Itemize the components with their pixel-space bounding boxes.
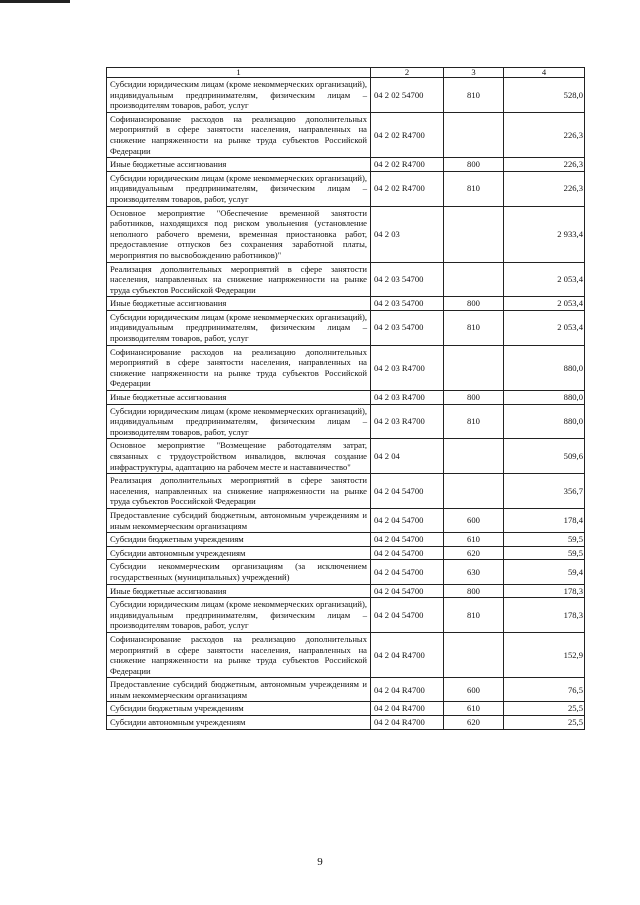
row-code-cell: 04 2 04 54700 <box>371 533 444 547</box>
column-header-type: 3 <box>444 68 504 78</box>
table-row <box>107 297 585 311</box>
table-row <box>107 598 585 633</box>
table-row <box>107 439 585 474</box>
row-name-cell: Субсидии бюджетным учреждениям <box>107 533 371 547</box>
row-code-cell: 04 2 03 <box>371 206 444 262</box>
row-name-cell: Субсидии юридическим лицам (кроме некоммерческих организаций), индивидуальным предпринимателям, физическим лицам – производителям товаров, работ, услуг <box>107 404 371 439</box>
row-amount-cell: 152,9 <box>504 632 585 677</box>
row-amount-cell: 59,4 <box>504 560 585 584</box>
row-amount-cell: 59,5 <box>504 533 585 547</box>
row-type-cell: 810 <box>444 598 504 633</box>
budget-allocation-table <box>106 67 585 730</box>
table-row <box>107 678 585 702</box>
row-type-cell: 800 <box>444 584 504 598</box>
row-type-cell <box>444 206 504 262</box>
row-amount-cell: 528,0 <box>504 78 585 113</box>
row-type-cell: 800 <box>444 297 504 311</box>
row-amount-cell: 25,5 <box>504 716 585 730</box>
row-type-cell: 810 <box>444 404 504 439</box>
row-type-cell <box>444 112 504 157</box>
table-row <box>107 560 585 584</box>
table-row <box>107 533 585 547</box>
column-header-code: 2 <box>371 68 444 78</box>
row-type-cell <box>444 345 504 390</box>
table-row <box>107 716 585 730</box>
row-name-cell: Субсидии юридическим лицам (кроме некоммерческих организаций), индивидуальным предпринимателям, физическим лицам – производителям товаров, работ, услуг <box>107 78 371 113</box>
row-name-cell: Софинансирование расходов на реализацию дополнительных мероприятий в сфере занятости населения, направленных на снижение напряженности на рынке труда субъектов Российской Федерации <box>107 345 371 390</box>
row-name-cell: Иные бюджетные ассигнования <box>107 391 371 405</box>
row-type-cell: 620 <box>444 546 504 560</box>
row-type-cell: 800 <box>444 158 504 172</box>
row-type-cell: 600 <box>444 508 504 532</box>
row-type-cell: 800 <box>444 391 504 405</box>
row-type-cell: 610 <box>444 702 504 716</box>
row-amount-cell: 178,3 <box>504 584 585 598</box>
table-body <box>107 68 585 730</box>
table-row <box>107 508 585 532</box>
row-name-cell: Иные бюджетные ассигнования <box>107 158 371 172</box>
row-amount-cell: 2 053,4 <box>504 262 585 297</box>
table-row <box>107 78 585 113</box>
row-code-cell: 04 2 04 54700 <box>371 560 444 584</box>
table-row <box>107 546 585 560</box>
table-row <box>107 112 585 157</box>
row-code-cell: 04 2 03 R4700 <box>371 345 444 390</box>
row-name-cell: Иные бюджетные ассигнования <box>107 584 371 598</box>
row-amount-cell: 226,3 <box>504 158 585 172</box>
row-code-cell: 04 2 03 54700 <box>371 262 444 297</box>
column-header-name: 1 <box>107 68 371 78</box>
row-amount-cell: 880,0 <box>504 345 585 390</box>
row-amount-cell: 178,4 <box>504 508 585 532</box>
row-amount-cell: 76,5 <box>504 678 585 702</box>
row-name-cell: Субсидии автономным учреждениям <box>107 716 371 730</box>
row-name-cell: Предоставление субсидий бюджетным, автономным учреждениям и иным некоммерческим организациям <box>107 508 371 532</box>
table-row <box>107 262 585 297</box>
row-name-cell: Реализация дополнительных мероприятий в сфере занятости населения, направленных на снижение напряженности на рынке труда субъектов Российской Федерации <box>107 262 371 297</box>
row-name-cell: Субсидии юридическим лицам (кроме некоммерческих организаций), индивидуальным предпринимателям, физическим лицам – производителям товаров, работ, услуг <box>107 310 371 345</box>
row-amount-cell: 509,6 <box>504 439 585 474</box>
row-name-cell: Софинансирование расходов на реализацию дополнительных мероприятий в сфере занятости населения, направленных на снижение напряженности на рынке труда субъектов Российской Федерации <box>107 112 371 157</box>
row-name-cell: Предоставление субсидий бюджетным, автономным учреждениям и иным некоммерческим организациям <box>107 678 371 702</box>
table-row <box>107 632 585 677</box>
table-row <box>107 404 585 439</box>
row-type-cell: 610 <box>444 533 504 547</box>
row-amount-cell: 226,3 <box>504 112 585 157</box>
row-code-cell: 04 2 03 54700 <box>371 297 444 311</box>
row-code-cell: 04 2 04 54700 <box>371 508 444 532</box>
row-amount-cell: 880,0 <box>504 404 585 439</box>
row-code-cell: 04 2 02 R4700 <box>371 158 444 172</box>
row-type-cell: 620 <box>444 716 504 730</box>
row-code-cell: 04 2 04 <box>371 439 444 474</box>
row-type-cell <box>444 262 504 297</box>
row-code-cell: 04 2 02 R4700 <box>371 112 444 157</box>
row-code-cell: 04 2 03 54700 <box>371 310 444 345</box>
page-number: 9 <box>317 856 323 868</box>
row-amount-cell: 2 053,4 <box>504 297 585 311</box>
row-amount-cell: 880,0 <box>504 391 585 405</box>
row-name-cell: Реализация дополнительных мероприятий в сфере занятости населения, направленных на снижение напряженности на рынке труда субъектов Российской Федерации <box>107 474 371 509</box>
row-code-cell: 04 2 04 R4700 <box>371 632 444 677</box>
row-type-cell: 810 <box>444 78 504 113</box>
row-name-cell: Субсидии автономным учреждениям <box>107 546 371 560</box>
row-code-cell: 04 2 04 54700 <box>371 584 444 598</box>
row-amount-cell: 2 933,4 <box>504 206 585 262</box>
row-amount-cell: 226,3 <box>504 171 585 206</box>
row-code-cell: 04 2 04 R4700 <box>371 678 444 702</box>
row-name-cell: Софинансирование расходов на реализацию дополнительных мероприятий в сфере занятости населения, направленных на снижение напряженности на рынке труда субъектов Российской Федерации <box>107 632 371 677</box>
row-code-cell: 04 2 04 54700 <box>371 546 444 560</box>
row-name-cell: Иные бюджетные ассигнования <box>107 297 371 311</box>
row-name-cell: Основное мероприятие "Возмещение работодателям затрат, связанных с трудоустройством инвалидов, включая создание инфраструктуры, адаптацию на рабочем месте и наставничество" <box>107 439 371 474</box>
row-amount-cell: 25,5 <box>504 702 585 716</box>
table-row <box>107 474 585 509</box>
row-code-cell: 04 2 03 R4700 <box>371 404 444 439</box>
row-name-cell: Субсидии юридическим лицам (кроме некоммерческих организаций), индивидуальным предпринимателям, физическим лицам – производителям товаров, работ, услуг <box>107 171 371 206</box>
scan-corner-line <box>0 0 70 3</box>
table-row <box>107 345 585 390</box>
table-row <box>107 171 585 206</box>
row-type-cell: 600 <box>444 678 504 702</box>
table-row <box>107 391 585 405</box>
row-amount-cell: 59,5 <box>504 546 585 560</box>
row-code-cell: 04 2 04 54700 <box>371 474 444 509</box>
row-code-cell: 04 2 02 R4700 <box>371 171 444 206</box>
row-amount-cell: 178,3 <box>504 598 585 633</box>
column-header-row <box>107 68 585 78</box>
table-row <box>107 310 585 345</box>
row-code-cell: 04 2 04 R4700 <box>371 702 444 716</box>
row-name-cell: Субсидии бюджетным учреждениям <box>107 702 371 716</box>
row-name-cell: Основное мероприятие "Обеспечение временной занятости работников, находящихся под риском увольнения (установление неполного рабочего времени, временная приостановка работ, предоставление отпусков без сохранения заработной платы, мероприятия по высвобождению работников)" <box>107 206 371 262</box>
table-row <box>107 206 585 262</box>
row-code-cell: 04 2 02 54700 <box>371 78 444 113</box>
row-code-cell: 04 2 04 54700 <box>371 598 444 633</box>
row-amount-cell: 2 053,4 <box>504 310 585 345</box>
row-type-cell <box>444 632 504 677</box>
table-row <box>107 584 585 598</box>
row-type-cell: 630 <box>444 560 504 584</box>
row-amount-cell: 356,7 <box>504 474 585 509</box>
row-type-cell <box>444 474 504 509</box>
row-name-cell: Субсидии юридическим лицам (кроме некоммерческих организаций), индивидуальным предпринимателям, физическим лицам – производителям товаров, работ, услуг <box>107 598 371 633</box>
row-type-cell <box>444 439 504 474</box>
row-type-cell: 810 <box>444 171 504 206</box>
table-row <box>107 702 585 716</box>
row-name-cell: Субсидии некоммерческим организациям (за исключением государственных (муниципальных) учреждений) <box>107 560 371 584</box>
row-code-cell: 04 2 04 R4700 <box>371 716 444 730</box>
table-row <box>107 158 585 172</box>
column-header-amount: 4 <box>504 68 585 78</box>
row-type-cell: 810 <box>444 310 504 345</box>
row-code-cell: 04 2 03 R4700 <box>371 391 444 405</box>
